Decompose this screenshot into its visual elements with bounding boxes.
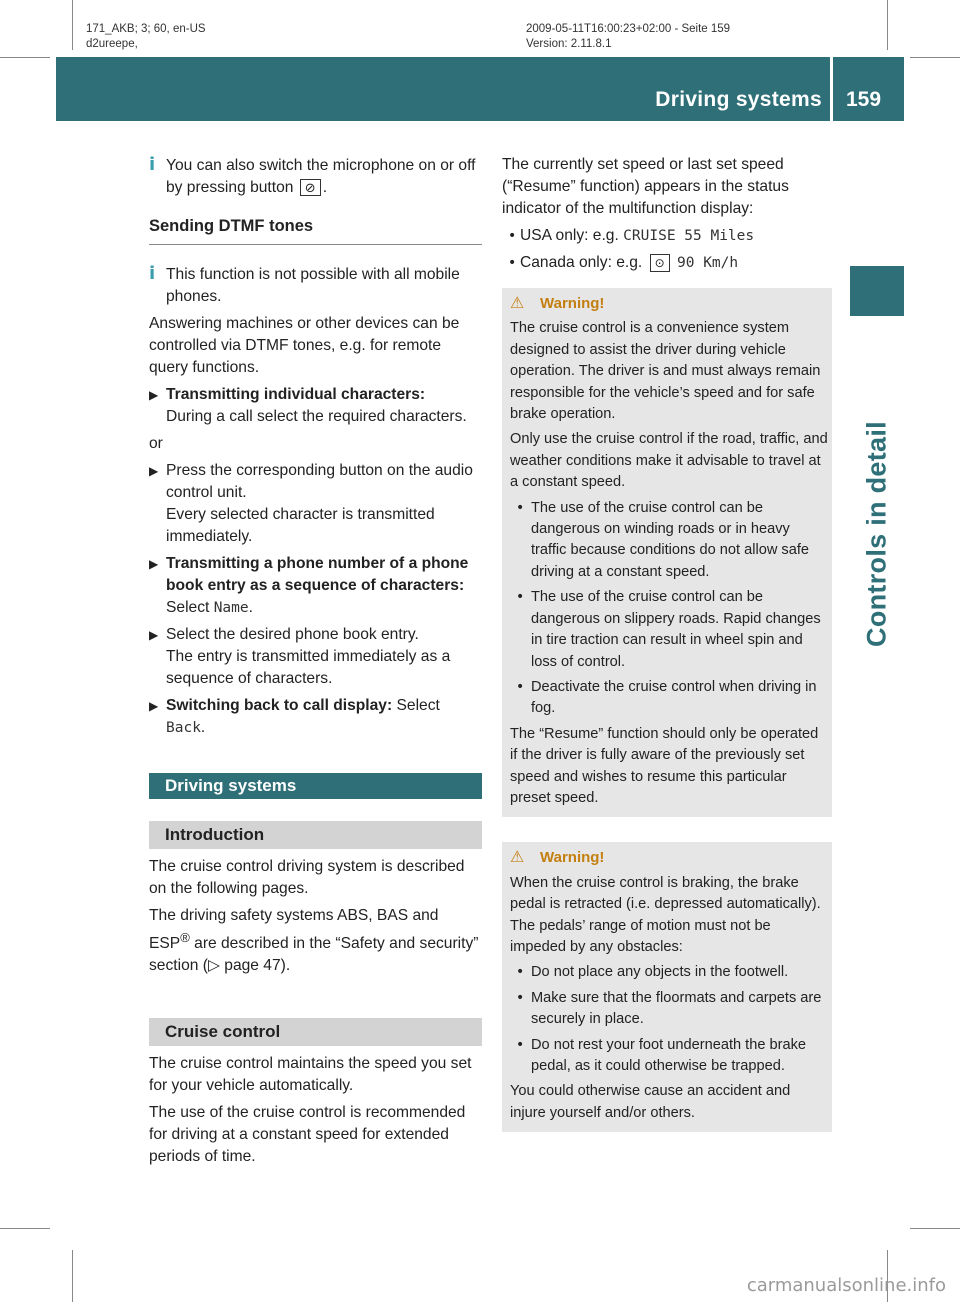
info-icon: i (149, 154, 156, 175)
step-arrow-icon: ▶ (149, 388, 159, 402)
warning-paragraph: You could otherwise cause an accident and injure yourself and/or others. (510, 1083, 791, 1121)
warning-paragraph: Only use the cruise control if the road, traffic, and weather conditions make it advisable to travel at a constant speed. (510, 431, 828, 491)
print-meta-left (86, 22, 206, 52)
paragraph: The currently set speed or last set speed (“Resume” function) appears in the status indicator of the multifunction display: (502, 156, 789, 217)
side-tab (850, 324, 904, 744)
instruction-step: ▶ Transmitting a phone number of a phone book entry as a sequence of characters: Select Name. (149, 555, 469, 616)
instruction-step: ▶ Press the corresponding button on the audio control unit. Every selected character is transmitted immediately. (149, 462, 473, 545)
warning-box (502, 842, 832, 1132)
paragraph: Answering machines or other devices can be controlled via DTMF tones, e.g. for remote query functions. (149, 315, 460, 376)
left-column (149, 154, 482, 1173)
page-title: Driving systems (655, 88, 822, 111)
step-arrow-icon: ▶ (149, 464, 159, 478)
warning-bullet: • Deactivate the cruise control when driving in fog. (516, 678, 817, 717)
side-tab-marker (850, 266, 904, 316)
page-number: 159 (846, 88, 882, 111)
section-bar-driving-systems: Driving systems (149, 773, 482, 799)
display-text: Back (166, 720, 201, 736)
warning-paragraph: When the cruise control is braking, the brake pedal is retracted (i.e. depressed automatically). The pedals’ range of motion must not be impeded by any obstacles: (510, 874, 821, 955)
crop-mark (887, 0, 888, 50)
info-note: i This function is not possible with all mobile phones. (149, 263, 460, 305)
section-heading-dtmf: Sending DTMF tones (149, 204, 482, 245)
paragraph: The use of the cruise control is recommended for driving at a constant speed for extended periods of time. (149, 1104, 466, 1166)
crop-mark (0, 1228, 50, 1229)
cruise-control-icon: ⊙ (650, 254, 670, 272)
bullet-icon: • (516, 499, 525, 516)
page-ref-link[interactable]: page 47). (224, 957, 291, 975)
paragraph: The cruise control maintains the speed you set for your vehicle automatically. (149, 1055, 472, 1095)
warning-bullet: • The use of the cruise control can be dangerous on slippery roads. Rapid changes in tire traction can result in wheel spin and loss of control. (516, 589, 821, 670)
mute-button-icon: ⊘ (300, 179, 321, 196)
crop-mark (72, 1250, 73, 1302)
warning-title: ⚠ Warning! (510, 293, 605, 312)
page-ref-icon: ▷ (207, 957, 220, 975)
warning-bullet: • Make sure that the floormats and carpets are securely in place. (516, 989, 822, 1028)
step-arrow-icon: ▶ (149, 699, 159, 713)
step-arrow-icon: ▶ (149, 628, 159, 642)
warning-triangle-icon: ⚠ (510, 293, 525, 312)
bullet-item: • Canada only: e.g. ⊙ 90 Km/h (502, 252, 832, 274)
warning-bullet: • The use of the cruise control can be dangerous on winding roads or in heavy traffic because conditions do not allow safe driving at a constant speed. (516, 499, 809, 580)
warning-bullet: • Do not place any objects in the footwell. (516, 962, 828, 983)
bullet-icon: • (516, 589, 525, 606)
heading-cruise-control: Cruise control (149, 1018, 482, 1046)
bullet-icon: • (516, 989, 525, 1006)
warning-bullet: • Do not rest your foot underneath the brake pedal, as it could otherwise be trapped. (516, 1036, 807, 1074)
print-meta-line: 171_AKB; 3; 60, en-US (86, 23, 206, 35)
instruction-step: ▶ Transmitting individual characters: During a call select the required characters. (149, 386, 467, 425)
instruction-step: ▶ Switching back to call display: Select Back. (149, 697, 440, 736)
paragraph: The cruise control driving system is described on the following pages. (149, 858, 465, 897)
warning-triangle-icon: ⚠ (510, 847, 525, 867)
warning-box (502, 288, 832, 817)
display-text: Name (213, 600, 249, 616)
print-meta-right (526, 22, 730, 52)
print-meta-line: d2ureepe, (86, 38, 138, 50)
heading-introduction: Introduction (149, 821, 482, 849)
bullet-icon: • (508, 228, 517, 244)
print-meta-line: Version: 2.11.8.1 (526, 38, 612, 50)
paragraph: or (149, 435, 163, 452)
bullet-icon: • (508, 255, 517, 271)
crop-mark (72, 0, 73, 50)
display-text: CRUISE 55 Miles (623, 228, 755, 244)
crop-mark (0, 57, 50, 58)
warning-paragraph: The cruise control is a convenience system designed to assist the driver during vehicle operation. The driver is and must always remain responsible for the vehicle’s speed and for safe brake operation. (510, 320, 821, 423)
right-column (502, 154, 832, 1132)
side-tab-label: Controls in detail (861, 421, 892, 647)
paragraph: The driving safety systems ABS, BAS and ESP® are described in the “Safety and security” section (▷ page 47). (149, 907, 479, 975)
info-icon: i (149, 263, 156, 284)
crop-mark (910, 57, 960, 58)
warning-paragraph: The “Resume” function should only be operated if the driver is fully aware of the previously set speed and wishes to resume this particular preset speed. (510, 725, 819, 806)
bullet-item: • USA only: e.g. CRUISE 55 Miles (502, 225, 832, 247)
header-divider (830, 57, 833, 121)
bullet-icon: • (516, 678, 525, 695)
print-meta-line: 2009-05-11T16:00:23+02:00 - Seite 159 (526, 23, 731, 35)
step-arrow-icon: ▶ (149, 557, 159, 571)
watermark: carmanualsonline.info (746, 1275, 946, 1296)
bullet-icon: • (516, 1036, 525, 1053)
bullet-icon: • (516, 964, 525, 981)
instruction-step: ▶ Select the desired phone book entry. The entry is transmitted immediately as a sequence of characters. (149, 626, 451, 687)
info-note: i You can also switch the microphone on or off by pressing button ⊘ . (149, 154, 476, 196)
warning-title: ⚠ Warning! (510, 847, 605, 867)
display-text: 90 Km/h (677, 255, 739, 271)
crop-mark (910, 1228, 960, 1229)
